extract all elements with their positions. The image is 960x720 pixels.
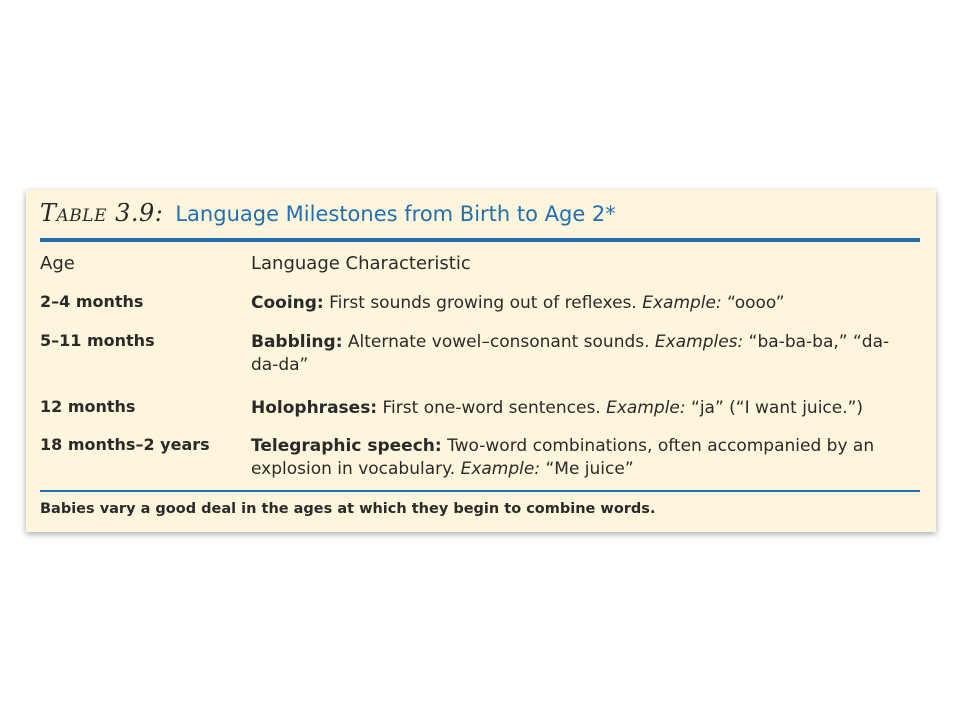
row-example: “ja” (“I want juice.”) bbox=[691, 398, 864, 418]
row-description bbox=[251, 397, 911, 420]
row-example: “ba-ba-ba,” “da-da-da” bbox=[251, 332, 890, 375]
table-number-label: Table 3.9: bbox=[40, 199, 164, 227]
row-age: 5–11 months bbox=[40, 331, 155, 350]
row-text: Alternate vowel–consonant sounds. bbox=[347, 332, 650, 352]
table-footnote: Babies vary a good deal in the ages at which they begin to combine words. bbox=[40, 501, 656, 517]
row-text: Two-word combinations, often accompanied by an explosion in vocabulary. bbox=[251, 436, 875, 479]
table-title-row bbox=[40, 199, 616, 227]
row-description bbox=[251, 331, 911, 377]
footnote-divider bbox=[40, 490, 920, 492]
row-example-label: Examples: bbox=[654, 332, 744, 352]
row-term: Babbling: bbox=[251, 332, 343, 352]
column-header-characteristic: Language Characteristic bbox=[251, 253, 471, 274]
row-term: Telegraphic speech: bbox=[251, 436, 442, 456]
table-title: Language Milestones from Birth to Age 2* bbox=[175, 202, 616, 226]
column-header-age: Age bbox=[40, 253, 75, 274]
title-divider bbox=[40, 238, 920, 242]
row-description bbox=[251, 435, 911, 481]
row-age: 2–4 months bbox=[40, 292, 144, 311]
row-example-label: Example: bbox=[606, 398, 686, 418]
row-age: 12 months bbox=[40, 397, 136, 416]
row-term: Cooing: bbox=[251, 293, 324, 313]
row-age: 18 months–2 years bbox=[40, 435, 210, 454]
row-example: “Me juice” bbox=[545, 459, 634, 479]
row-example-label: Example: bbox=[642, 293, 722, 313]
table-card bbox=[26, 190, 936, 532]
row-description bbox=[251, 292, 911, 315]
row-text: First one-word sentences. bbox=[382, 398, 601, 418]
row-example: “oooo” bbox=[727, 293, 785, 313]
row-example-label: Example: bbox=[460, 459, 541, 479]
row-text: First sounds growing out of reflexes. bbox=[329, 293, 637, 313]
row-term: Holophrases: bbox=[251, 398, 378, 418]
